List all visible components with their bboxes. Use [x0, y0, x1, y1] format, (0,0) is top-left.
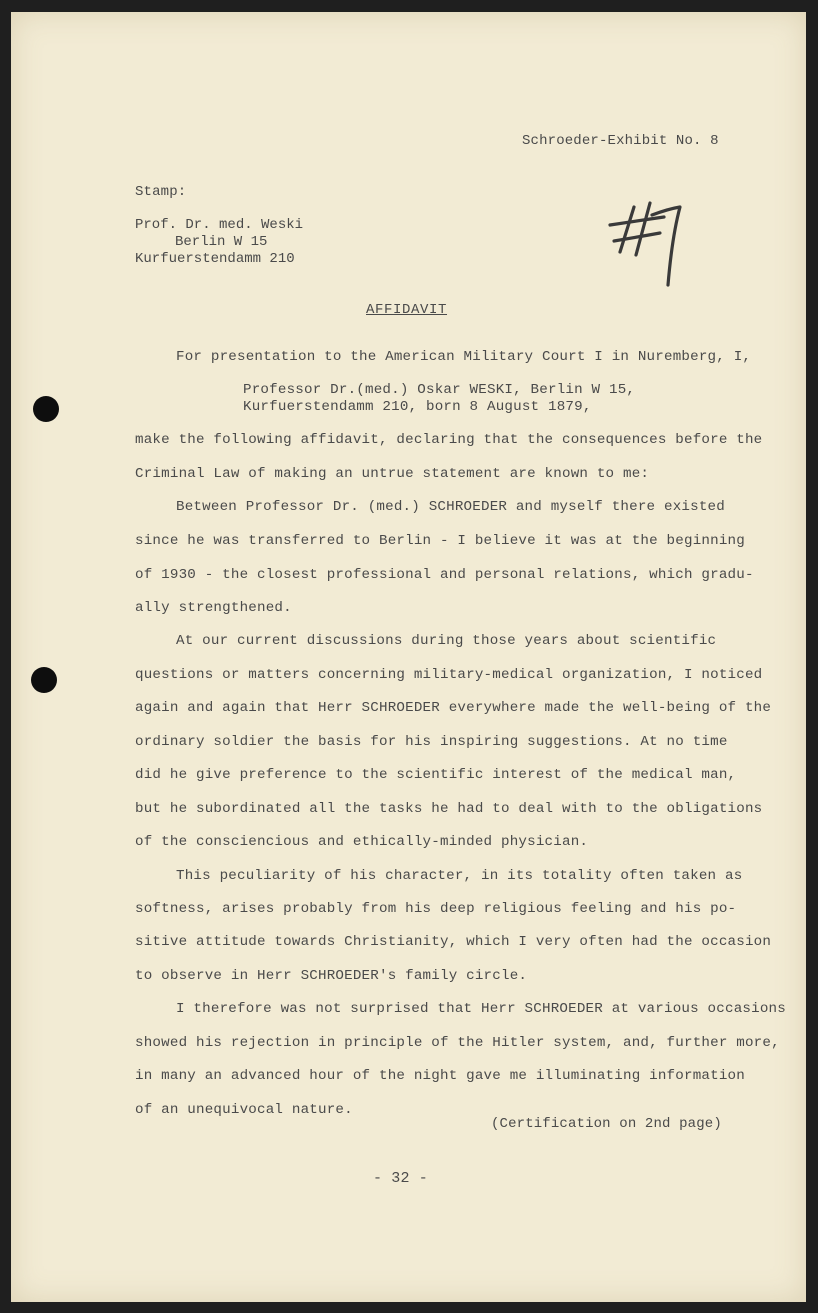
body-line: again and again that Herr SCHROEDER everywhere made the well-being of the	[135, 700, 772, 716]
punch-hole-bottom	[31, 667, 57, 693]
body-line: ally strengthened.	[135, 600, 292, 616]
body-line: of an unequivocal nature.	[135, 1102, 353, 1118]
handwritten-number-mark	[606, 197, 686, 292]
body-line: At our current discussions during those years about scientific	[176, 633, 717, 649]
document-title: AFFIDAVIT	[366, 302, 448, 318]
body-line: but he subordinated all the tasks he had to deal with to the obligations	[135, 801, 763, 817]
deponent-line: Kurfuerstendamm 210, born 8 August 1879,	[243, 399, 592, 415]
body-line: to observe in Herr SCHROEDER's family circle.	[135, 968, 528, 984]
body-line: did he give preference to the scientific interest of the medical man,	[135, 767, 737, 783]
body-line: of the consciencious and ethically-minded physician.	[135, 834, 589, 850]
document-page	[11, 12, 806, 1302]
punch-hole-top	[33, 396, 59, 422]
certification-note: (Certification on 2nd page)	[491, 1116, 722, 1132]
body-line: questions or matters concerning military-medical organization, I noticed	[135, 667, 763, 683]
deponent-line: Professor Dr.(med.) Oskar WESKI, Berlin W 15,	[243, 382, 636, 398]
body-line: since he was transferred to Berlin - I believe it was at the beginning	[135, 533, 745, 549]
page-number: - 32 -	[373, 1170, 428, 1187]
body-line: This peculiarity of his character, in its totality often taken as	[176, 868, 743, 884]
body-line: softness, arises probably from his deep religious feeling and his po-	[135, 901, 737, 917]
stamp-line: Prof. Dr. med. Weski	[135, 217, 304, 233]
body-line: Criminal Law of making an untrue statement are known to me:	[135, 466, 650, 482]
body-line: Between Professor Dr. (med.) SCHROEDER and myself there existed	[176, 499, 725, 515]
intro-line: For presentation to the American Military Court I in Nuremberg, I,	[176, 349, 752, 365]
body-line: showed his rejection in principle of the Hitler system, and, further more,	[135, 1035, 780, 1051]
body-line: sitive attitude towards Christianity, which I very often had the occasion	[135, 934, 772, 950]
stamp-line: Kurfuerstendamm 210	[135, 251, 295, 267]
stamp-label: Stamp:	[135, 184, 187, 200]
body-line: of 1930 - the closest professional and personal relations, which gradu-	[135, 567, 754, 583]
body-line: I therefore was not surprised that Herr SCHROEDER at various occasions	[176, 1001, 786, 1017]
body-line: in many an advanced hour of the night gave me illuminating information	[135, 1068, 745, 1084]
exhibit-label: Schroeder-Exhibit No. 8	[522, 133, 719, 149]
body-line: ordinary soldier the basis for his inspiring suggestions. At no time	[135, 734, 728, 750]
body-line: make the following affidavit, declaring that the consequences before the	[135, 432, 763, 448]
stamp-line: Berlin W 15	[175, 234, 268, 250]
